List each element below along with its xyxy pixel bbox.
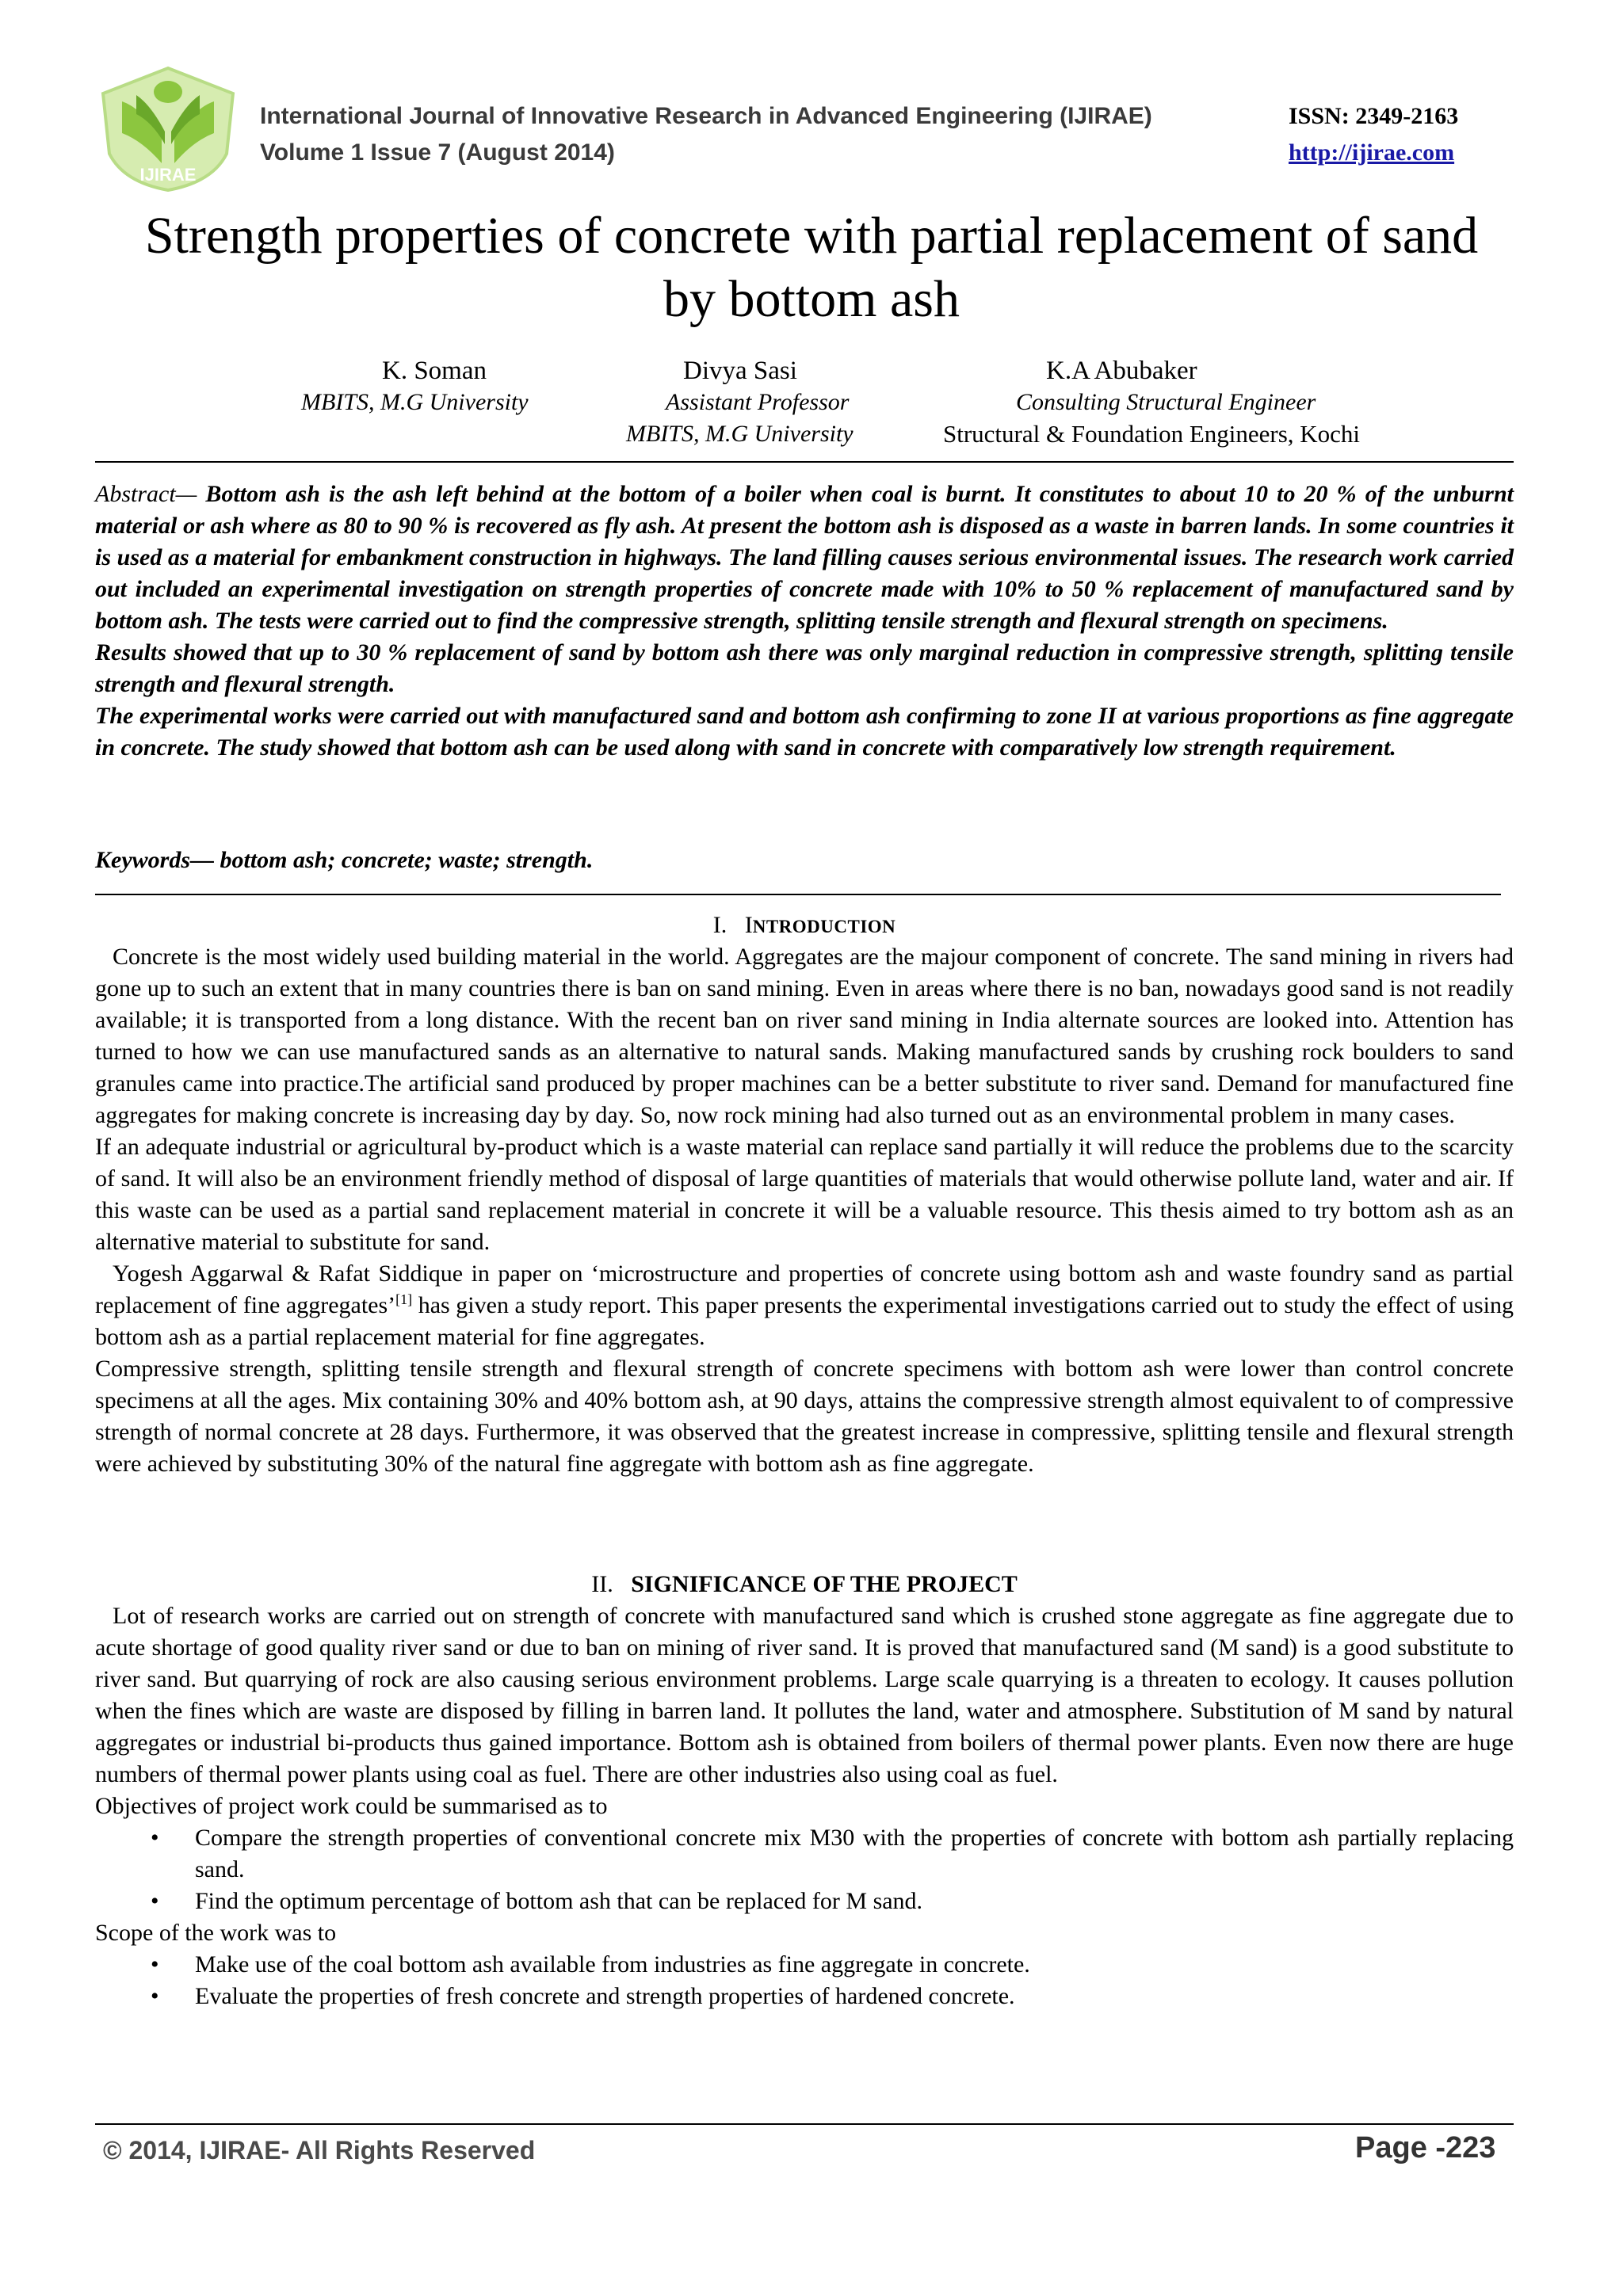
author-affiliation: Structural & Foundation Engineers, Kochi: [943, 420, 1361, 448]
bullet-icon: •: [151, 1983, 159, 2009]
author-affiliation: Assistant Professor: [666, 389, 850, 415]
paragraph: Compressive strength, splitting tensile strength and flexural strength of concrete specimens with bottom ash were lower than control concrete specimens at all the ages. Mix containing 30% and 40% bottom ash, at 90 days, attains the compressive strength almost equivalent to of compressive strength of normal concrete at 28 days. Furthermore, it was observed that the greatest increase in compressive, splitting tensile and flexural strength were achieved by substituting 30% of the natural fine aggregate with bottom ash as fine aggregate.: [95, 1356, 1514, 1477]
section-significance-body: [95, 1600, 1514, 2012]
journal-issue: Volume 1 Issue 7 (August 2014): [260, 139, 615, 166]
list-item: [95, 1822, 1514, 1886]
journal-logo: [94, 65, 242, 192]
citation-ref: [1]: [395, 1291, 413, 1307]
scope-intro: Scope of the work was to: [95, 1920, 337, 1946]
author-name: Divya Sasi: [683, 357, 797, 385]
objectives-intro: Objectives of project work could be summarised as to: [95, 1793, 608, 1819]
bullet-icon: •: [151, 1888, 159, 1914]
footer-divider: [95, 2123, 1514, 2125]
section-heading-introduction: [95, 910, 1514, 943]
journal-meta: [1289, 98, 1458, 171]
author-name: K. Soman: [382, 357, 487, 385]
abstract-paragraph: The experimental works were carried out with manufactured sand and bottom ash confirming to zone II at various proportions as fine aggregate in concrete. The study showed that bottom ash can be used along with sand in concrete with comparatively low strength requirement.: [95, 703, 1514, 761]
list-item-text: Find the optimum percentage of bottom ash that can be replaced for M sand.: [195, 1888, 923, 1914]
journal-url-link[interactable]: http://ijirae.com: [1289, 139, 1455, 166]
bullet-icon: •: [151, 1825, 159, 1851]
author-affiliation: MBITS, M.G University: [626, 421, 854, 447]
list-item: [95, 1886, 1514, 1917]
section-title: SIGNIFICANCE OF THE PROJECT: [631, 1571, 1018, 1597]
section-number: I.: [712, 912, 727, 938]
section-title-rest: NTRODUCTION: [752, 917, 896, 936]
author-block-3: [943, 355, 1434, 450]
abstract-text: Bottom ash is the ash left behind at the bottom of a boiler when coal is burnt. It constitutes to about 10 to 20 % of the unburnt material or ash where as 80 to 90 % is recovered as fly ash. At present the bottom ash is disposed as a waste in barren lands. In some countries it is used as a material for embankment construction in highways. The land filling causes serious environmental issues. The research work carried out included an experimental investigation on strength properties of concrete made with 10% to 50 % replacement of manufactured sand by bottom ash. The tests were carried out to find the compressive strength, splitting tensile strength and flexural strength on specimens.: [95, 481, 1514, 634]
bullet-icon: •: [151, 1951, 159, 1978]
abstract: [95, 479, 1514, 764]
list-item-text: Evaluate the properties of fresh concrete and strength properties of hardened concrete.: [195, 1983, 1015, 2009]
keywords: Keywords— bottom ash; concrete; waste; strength.: [95, 847, 594, 873]
abstract-paragraph: Results showed that up to 30 % replacement of sand by bottom ash there was only marginal reduction in compressive strength, splitting tensile strength and flexural strength.: [95, 639, 1514, 697]
page-number: Page -223: [1355, 2131, 1496, 2164]
author-block-2: [626, 355, 927, 450]
paper-title: [95, 204, 1528, 331]
paragraph: [95, 1258, 1514, 1353]
list-item-text: Make use of the coal bottom ash available from industries as fine aggregate in concrete.: [195, 1951, 1030, 1978]
copyright: © 2014, IJIRAE- All Rights Reserved: [103, 2136, 536, 2164]
divider: [95, 894, 1501, 895]
paragraph-text: Yogesh Aggarwal & Rafat Siddique in paper on ‘microstructure and properties of concrete using bottom ash and waste foundry sand as partial replacement of fine aggregates’: [95, 1261, 1514, 1318]
author-affiliation: MBITS, M.G University: [301, 389, 529, 415]
author-name: K.A Abubaker: [1046, 357, 1197, 385]
title-line-2: by bottom ash: [663, 270, 960, 328]
section-heading-significance: [95, 1569, 1514, 1600]
title-line-1: Strength properties of concrete with partial replacement of sand: [144, 207, 1479, 265]
list-item-text: Compare the strength properties of conventional concrete mix M30 with the properties of concrete with bottom ash partially replacing sand.: [195, 1825, 1514, 1882]
logo-text: IJIRAE: [139, 165, 197, 185]
author-affiliation: Consulting Structural Engineer: [1016, 389, 1316, 415]
paragraph: Lot of research works are carried out on strength of concrete with manufactured sand which is crushed stone aggregate as fine aggregate due to acute shortage of good quality river sand or due to ban on mining of river sand. It is proved that manufactured sand (M sand) is a good substitute to river sand. But quarrying of rock are also causing serious environment problems. Large scale quarrying is a threaten to ecology. It causes pollution when the fines which are waste are disposed by filling in barren land. It pollutes the land, water and atmosphere. Substitution of M sand by natural aggregates or industrial bi-products thus gained importance. Bottom ash is obtained from boilers of thermal power plants. Even now there are huge numbers of thermal power plants using coal as fuel. There are other industries also using coal as fuel.: [95, 1603, 1514, 1787]
journal-info: [260, 98, 1152, 171]
section-number: II.: [591, 1571, 613, 1597]
list-item: [95, 1981, 1514, 2012]
abstract-paragraph: [95, 479, 1514, 637]
list-item: [95, 1949, 1514, 1981]
section-title-initial: I: [744, 912, 753, 938]
objectives-list: [95, 1822, 1514, 1917]
paragraph-text: has given a study report. This paper presents the experimental investigations carried out to study the effect of using bottom ash as a partial replacement material for fine aggregates.: [95, 1292, 1514, 1350]
section-introduction-body: [95, 941, 1514, 1480]
divider: [95, 461, 1514, 463]
scope-list: [95, 1949, 1514, 2012]
paragraph: If an adequate industrial or agricultural by-product which is a waste material can replace sand partially it will reduce the problems due to the scarcity of sand. It will also be an environment friendly method of disposal of large quantities of materials that would otherwise pollute land, water and air. If this waste can be used as a partial sand replacement material in concrete it will be a valuable resource. This thesis aimed to try bottom ash as an alternative material to substitute for sand.: [95, 1134, 1514, 1255]
issn: ISSN: 2349-2163: [1289, 103, 1459, 129]
paragraph: Concrete is the most widely used building material in the world. Aggregates are the majour component of concrete. The sand mining in rivers had gone up to such an extent that in many countries there is ban on sand mining. Even in areas where there is no ban, nowadays good sand is not readily available; it is transported from a long distance. With the recent ban on river sand mining in India alternate sources are looked into. Attention has turned to how we can use manufactured sands as an alternative to natural sands. Making manufactured sands by crushing rock boulders to sand granules came into practice.The artificial sand produced by proper machines can be a better substitute to river sand. Demand for manufactured fine aggregates for making concrete is increasing day by day. So, now rock mining had also turned out as an environmental problem in many cases.: [95, 944, 1514, 1128]
journal-name: International Journal of Innovative Research in Advanced Engineering (IJIRAE): [260, 103, 1152, 129]
author-block-1: [301, 355, 571, 418]
abstract-label: Abstract—: [95, 481, 197, 507]
